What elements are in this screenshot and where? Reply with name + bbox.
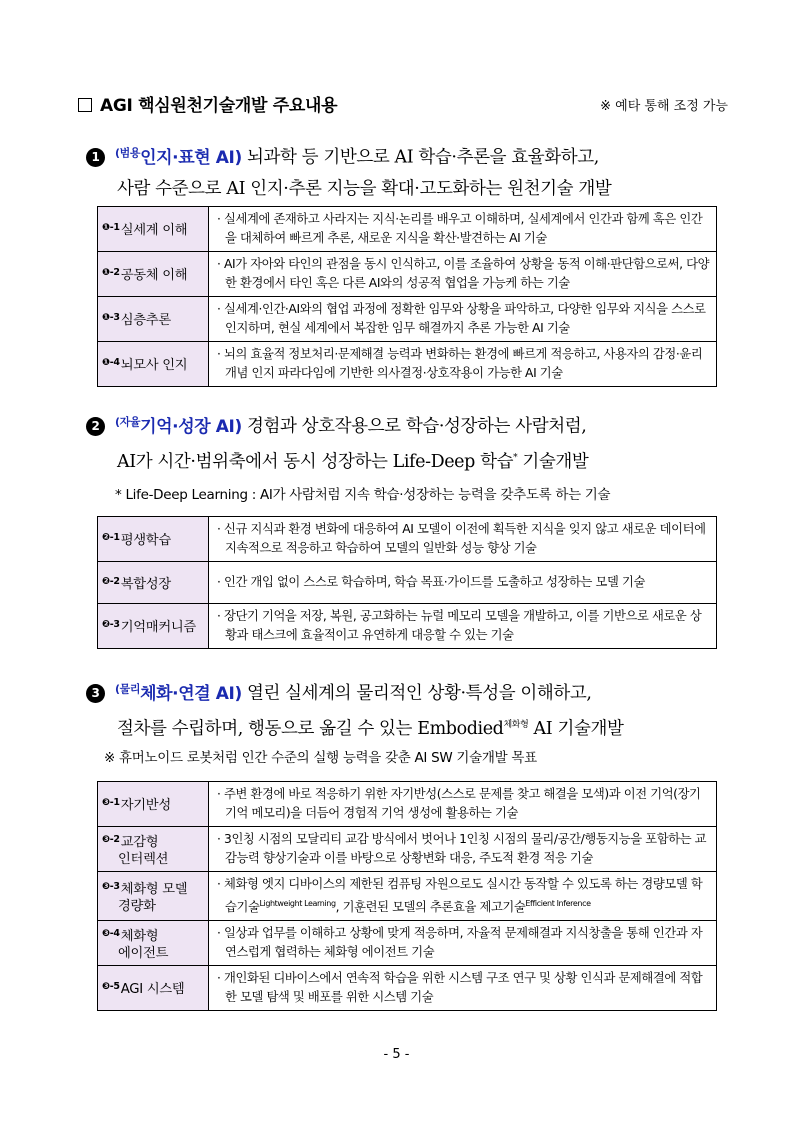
table-row	[98, 562, 717, 604]
row-label	[98, 252, 209, 297]
section-3-table	[97, 781, 717, 1011]
row-desc-text	[215, 875, 710, 917]
section-tag: 범용	[119, 146, 141, 159]
section-2-heading	[86, 406, 720, 477]
table-row	[98, 342, 717, 387]
row-label	[98, 517, 209, 562]
table-row	[98, 207, 717, 252]
section-line2-tail: AI 기술개발	[528, 718, 624, 739]
table-row	[98, 921, 717, 966]
section-3-heading	[86, 673, 720, 744]
row-desc	[209, 517, 717, 562]
section-line2-text: 절차를 수립하며, 행동으로 옮길 수 있는 Embodied	[117, 718, 504, 739]
row-tag: ❶-3	[102, 312, 120, 323]
table-row	[98, 604, 717, 649]
section-3-note: ※ 휴머노이드 로봇처럼 인간 수준의 실행 능력을 갖춘 AI SW 기술개발 목표	[104, 750, 537, 766]
superscript-term: Efficient Inference	[525, 899, 591, 908]
row-label	[98, 827, 209, 872]
row-label-text: 공동체 이해	[120, 268, 188, 283]
row-tag: ❶-4	[102, 357, 120, 368]
row-label-text: 실세계 이해	[120, 223, 188, 238]
row-desc-text: · AI가 자아와 타인의 관점을 동시 인식하고, 이를 조율하여 상황을 동적 이해·판단함으로써, 다양한 환경에서 타인 혹은 다른 AI와의 성공적 협업을 가능케 하는 기술	[217, 257, 710, 290]
row-label	[98, 342, 209, 387]
row-desc	[209, 872, 717, 921]
row-label-text: 체화형	[120, 928, 159, 944]
row-label	[98, 297, 209, 342]
row-tag: ❸-1	[102, 797, 120, 808]
table-row	[98, 297, 717, 342]
section-title-text: 기억·성장 AI)	[140, 416, 242, 437]
section-title: $^{(자율}$기억·성장 AI)	[115, 415, 242, 437]
table-row	[98, 827, 717, 872]
row-desc-text: · 실세계에 존재하고 사라지는 지식·논리를 배우고 이해하며, 실세계에서 인간과 함께 혹은 인간을 대체하여 빠르게 추론, 새로운 지식을 확산·발견하는 AI 기술	[217, 212, 703, 245]
header-note: ※ 예타 통해 조정 가능	[600, 99, 728, 114]
section-title: $^{(범용}$인지·표현 AI)	[115, 146, 242, 168]
row-desc	[209, 966, 717, 1011]
row-desc-text: · 3인칭 시점의 모달리티 교감 방식에서 벗어나 1인칭 시점의 물리/공간/행동지능을 포함하는 교감능력 향상기술과 이를 바탕으로 상황변화 대응, 주도적 환경 적응 기술	[217, 832, 707, 865]
section-title-text: 인지·표현 AI)	[140, 147, 242, 168]
row-label-text: 기억매커니즘	[120, 620, 196, 635]
row-label-text: AGI 시스템	[120, 982, 185, 998]
row-desc-text: · 인간 개입 없이 스스로 학습하며, 학습 목표·가이드를 도출하고 성장하는 모델 기술	[217, 575, 645, 589]
row-label	[98, 921, 209, 966]
row-tag: ❶-2	[102, 267, 120, 278]
section-number-icon: 2	[86, 417, 105, 436]
row-desc	[209, 252, 717, 297]
row-desc-text: · 일상과 업무를 이해하고 상황에 맞게 적응하며, 자율적 문제해결과 지식창출을 통해 인간과 자연스럽게 협력하는 체화형 에이전트 기술	[217, 926, 703, 960]
row-label-line2: 에이전트	[118, 945, 169, 961]
section-2-note: * Life-Deep Learning : AI가 사람처럼 지속 학습·성장하는 능력을 갖추도록 하는 기술	[115, 487, 611, 503]
row-desc-text: · 신규 지식과 환경 변화에 대응하여 AI 모델이 이전에 획득한 지식을 잊지 않고 새로운 데이터에 지속적으로 적응하고 학습하여 모델의 일반화 성능 향상 기술	[217, 522, 706, 555]
row-desc-text: · 주변 환경에 바로 적응하기 위한 자기반성(스스로 문제를 찾고 해결을 모색)과 이전 기억(장기기억 메모리)을 더듬어 경험적 기억 생성에 활용하는 기술	[217, 787, 701, 820]
page-header	[78, 89, 728, 119]
section-line2	[86, 710, 720, 745]
section-1-table	[97, 206, 717, 387]
header-title-wrap	[78, 91, 337, 116]
row-desc	[209, 782, 717, 827]
row-label	[98, 604, 209, 649]
section-line2-text: AI가 시간·범위축에서 동시 성장하는 Life-Deep 학습	[117, 451, 514, 472]
row-desc-part-a: · 체화형 엣지 디바이스의 제한된 컴퓨팅 자원으로도 실시간 동작할 수 있도록 하는 경량모델 학습기술	[217, 877, 703, 915]
row-tag: ❷-3	[102, 619, 120, 630]
section-line2	[86, 443, 720, 478]
section-line2: 사람 수준으로 AI 인지·추론 지능을 확대·고도화하는 원천기술 개발	[117, 178, 612, 199]
row-tag: ❸-2	[102, 833, 120, 845]
row-label-text: 교감형	[120, 834, 159, 850]
row-label-text: 자기반성	[120, 798, 171, 813]
section-2-table	[97, 516, 717, 649]
row-tag: ❷-2	[102, 575, 120, 587]
row-desc-text: · 뇌의 효율적 정보처리·문제해결 능력과 변화하는 환경에 빠르게 적응하고, 사용자의 감정·윤리 개념 인지 파라다임에 기반한 의사결정·상호작용이 가능한 AI 기술	[217, 347, 703, 380]
row-desc-text: · 개인화된 디바이스에서 연속적 학습을 위한 시스템 구조 연구 및 상황 인식과 문제해결에 적합한 모델 탐색 및 배포를 위한 시스템 기술	[217, 971, 703, 1005]
section-title: $^{(물리}$체화·연결 AI)	[115, 682, 242, 704]
section-line1: 경험과 상호작용으로 학습·성장하는 사람처럼,	[241, 416, 587, 437]
row-desc-text: · 장단기 기억을 저장, 복원, 공고화하는 뉴럴 메모리 모델을 개발하고, 이를 기반으로 새로운 상황과 태스크에 효율적이고 유연하게 대응할 수 있는 기술	[217, 609, 702, 642]
row-desc	[209, 921, 717, 966]
section-number-icon: 1	[86, 148, 105, 167]
row-desc-text: · 실세계·인간·AI와의 협업 과정에 정확한 임무와 상황을 파악하고, 다양한 임무와 지식을 스스로 인지하며, 현실 세계에서 복잡한 임무 해결까지 추론 가능한 AI 기술	[217, 302, 706, 335]
row-tag: ❸-5	[102, 981, 120, 993]
row-tag: ❶-1	[102, 222, 120, 233]
row-tag: ❷-1	[102, 532, 120, 543]
row-desc-part-b: , 기훈련된 모델의 추론효율 제고기술	[335, 900, 526, 915]
row-label	[98, 562, 209, 604]
square-bullet-icon	[78, 98, 92, 112]
row-tag: ❸-4	[102, 927, 120, 939]
row-desc	[209, 562, 717, 604]
row-label-text: 평생학습	[120, 533, 171, 548]
row-label-text: 복합성장	[120, 576, 171, 592]
row-label-text: 뇌모사 인지	[120, 358, 188, 373]
row-label	[98, 782, 209, 827]
row-label	[98, 207, 209, 252]
row-label-line2: 경량화	[118, 898, 156, 914]
section-line2-tail: 기술개발	[517, 451, 589, 472]
section-1-heading	[86, 137, 720, 205]
row-label	[98, 872, 209, 921]
row-label	[98, 966, 209, 1011]
table-row	[98, 517, 717, 562]
header-title: AGI 핵심원천기술개발 주요내용	[100, 96, 338, 116]
section-title-text: 체화·연결 AI)	[140, 683, 242, 704]
row-desc	[209, 827, 717, 872]
row-desc	[209, 297, 717, 342]
row-desc	[209, 604, 717, 649]
row-label-line2: 인터렉션	[118, 851, 169, 867]
row-desc	[209, 342, 717, 387]
superscript-note: 체화형	[503, 719, 529, 730]
section-line1: 뇌과학 등 기반으로 AI 학습·추론을 효율화하고,	[241, 147, 599, 168]
superscript-term: Lightweight Learning	[259, 899, 336, 908]
table-row	[98, 872, 717, 921]
table-row	[98, 252, 717, 297]
row-desc	[209, 207, 717, 252]
table-row	[98, 966, 717, 1011]
footnote-mark: *	[513, 452, 518, 463]
section-line1: 열린 실세계의 물리적인 상황·특성을 이해하고,	[241, 683, 592, 704]
section-tag: 물리	[119, 682, 141, 695]
row-label-text: 체화형 모델	[120, 881, 188, 897]
row-label-text: 심층추론	[120, 313, 171, 328]
row-tag: ❸-3	[102, 880, 120, 892]
section-number-icon: 3	[86, 684, 105, 703]
page-number: - 5 -	[383, 1047, 410, 1062]
table-row	[98, 782, 717, 827]
section-tag: 자율	[119, 415, 141, 428]
